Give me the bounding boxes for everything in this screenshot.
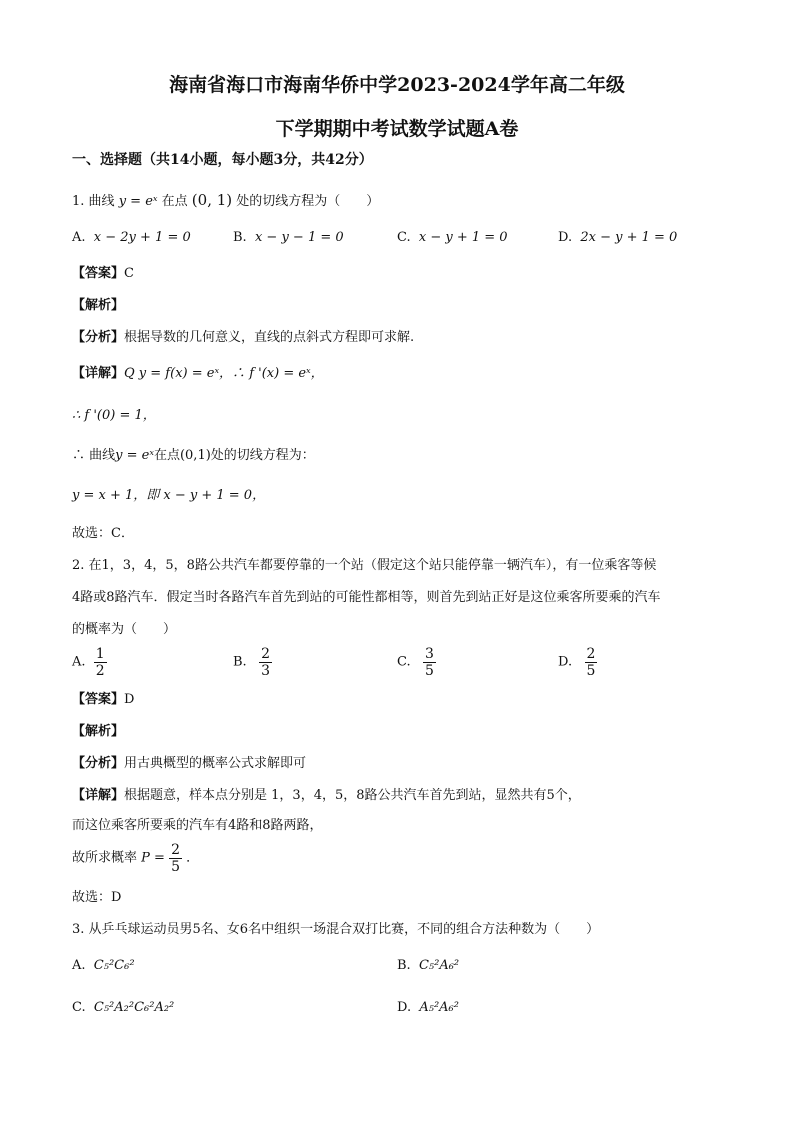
- q1-option-a: A. x − 2y + 1 = 0: [72, 230, 191, 245]
- q2-option-a: A. $\frac{1}{2}$: [72, 646, 105, 679]
- q1-stem-prefix: 1. 曲线: [72, 194, 115, 209]
- q1-conclusion: 故选：C．: [72, 526, 134, 541]
- q1-curve: y = eˣ: [118, 194, 158, 209]
- q1-point: (0, 1): [191, 191, 233, 209]
- q1-answer: [72, 264, 134, 284]
- q3-option-c: C. C₅²A₂²C₆²A₂²: [72, 1000, 175, 1015]
- q2-stem-line2: 4路或8路汽车．假定当时各路汽车首先到站的可能性都相等，则首先到站正好是这位乘客所要乘的汽车: [72, 590, 661, 605]
- fenxi-label: 【分析】: [72, 330, 125, 345]
- q1-option-c: C. x − y + 1 = 0: [397, 230, 508, 245]
- q2-stem-line3: 的概率为（ ）: [72, 622, 177, 637]
- q2-detail-line2: 而这位乘客所要乘的汽车有4路和8路两路，: [72, 818, 323, 833]
- q1-analysis-label: 【解析】: [72, 298, 125, 313]
- section-heading: 一、选择题（共14小题，每小题3分，共42分）: [72, 152, 373, 168]
- q1-fenxi: [72, 328, 414, 348]
- q1-detail: [72, 364, 324, 384]
- q1-stem-mid: 在点: [161, 194, 188, 209]
- q1-detail-line3: ∴ 曲线y = eˣ在点(0,1)处的切线方程为：: [72, 448, 315, 463]
- q2-detail: 【详解】根据题意，样本点分别是 1，3，4，5，8路公共汽车首先到站，显然共有5个，: [72, 788, 581, 803]
- q2-fenxi: 【分析】用古典概型的概率公式求解即可: [72, 756, 307, 771]
- q2-stem-line1: 2. 在1，3，4，5，8路公共汽车都要停靠的一个站（假定这个站只能停靠一辆汽车），有一位乘客等候: [72, 558, 657, 573]
- q3-option-d: D. A₅²A₆²: [397, 1000, 459, 1015]
- detail-label: 【详解】: [72, 366, 125, 381]
- q1-option-d: D. 2x − y + 1 = 0: [558, 230, 678, 245]
- page-title-line2: 下学期期中考试数学试题A卷: [275, 118, 519, 140]
- q2-analysis-label: 【解析】: [72, 724, 125, 739]
- q1-answer-value: C: [124, 266, 134, 281]
- q3-stem: 3. 从乒乓球运动员男5名、女6名中组织一场混合双打比赛，不同的组合方法种数为（ ）: [72, 922, 600, 937]
- q2-fenxi-text: 用古典概型的概率公式求解即可: [124, 756, 307, 771]
- q2-option-d: D. $\frac{2}{5}$: [558, 646, 596, 679]
- q2-detail-line3: 故所求概率 P = $\frac{2}{5}$ ．: [72, 842, 200, 875]
- answer-label: 【答案】: [72, 266, 125, 281]
- page-title-line1: 海南省海口市海南华侨中学2023-2024学年高二年级: [169, 74, 625, 96]
- q1-stem: [72, 190, 379, 212]
- q1-fenxi-text: 根据导数的几何意义，直线的点斜式方程即可求解.: [124, 330, 415, 345]
- q3-option-a: A. C₅²C₆²: [72, 958, 135, 973]
- q1-stem-suffix: 处的切线方程为（ ）: [236, 194, 380, 209]
- q2-option-b: B. $\frac{2}{3}$: [233, 646, 271, 679]
- q1-detail-line1: Q y = f(x) = eˣ，∴ f '(x) = eˣ，: [124, 366, 324, 381]
- q2-answer-value: D: [124, 692, 135, 707]
- q1-detail-line2: ∴ f '(0) = 1，: [72, 408, 156, 423]
- q1-option-b: B. x − y − 1 = 0: [233, 230, 344, 245]
- q1-detail-line4: y = x + 1，即 x − y + 1 = 0，: [72, 488, 266, 503]
- q2-answer: 【答案】D: [72, 692, 135, 707]
- q2-option-c: C. $\frac{3}{5}$: [397, 646, 434, 679]
- q2-conclusion: 故选：D: [72, 890, 122, 905]
- q2-detail-line1: 根据题意，样本点分别是 1，3，4，5，8路公共汽车首先到站，显然共有5个，: [124, 788, 581, 803]
- q3-option-b: B. C₅²A₆²: [397, 958, 460, 973]
